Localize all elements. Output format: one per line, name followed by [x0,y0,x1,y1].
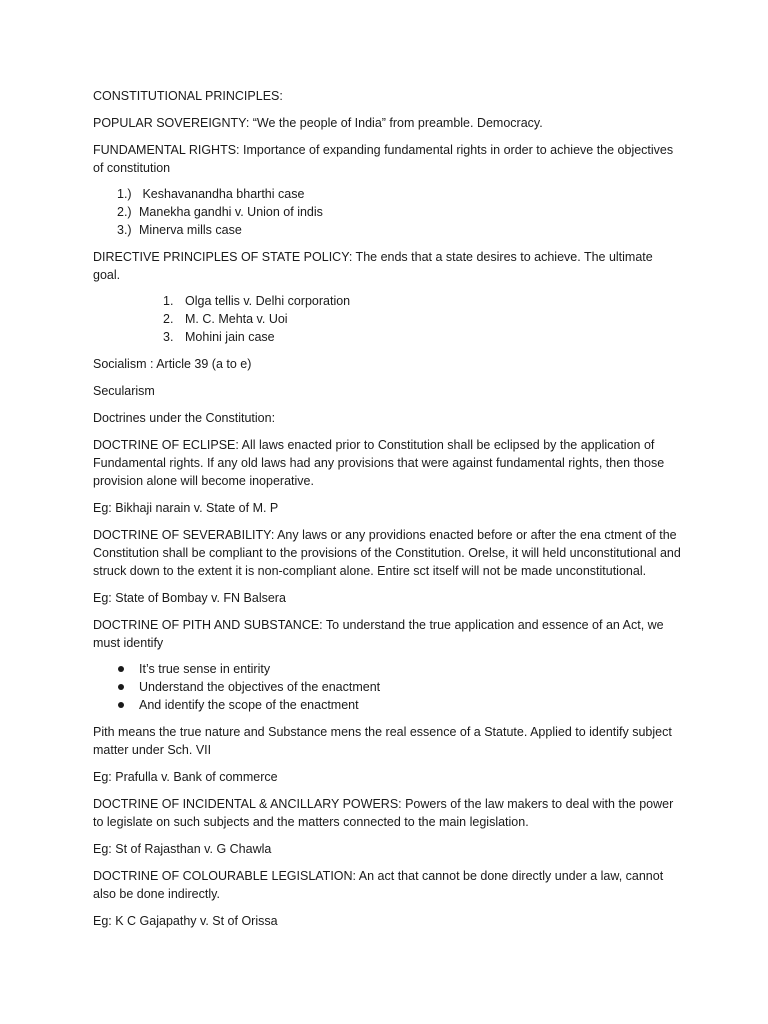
doctrine-eclipse-example: Eg: Bikhaji narain v. State of M. P [93,501,279,515]
list-number: 1.) [117,187,132,201]
doctrine-pith-paragraph: DOCTRINE OF PITH AND SUBSTANCE: To understand the true application and essence of an Act, we must identify [93,618,664,650]
doctrines-heading: Doctrines under the Constitution: [93,411,276,425]
list-item-text: And identify the scope of the enactment [139,698,359,712]
list-number: 2. [163,312,174,326]
doctrine-severability-example: Eg: State of Bombay v. FN Balsera [93,591,286,605]
pith-points-list [93,660,683,714]
document-body [93,87,683,939]
list-item [93,696,683,714]
socialism-paragraph: Socialism : Article 39 (a to e) [93,357,252,371]
list-item-text: It’s true sense in entirity [139,662,271,676]
list-item-text: Keshavanandha bharthi case [139,187,305,201]
fundamental-rights-paragraph: FUNDAMENTAL RIGHTS: Importance of expanding fundamental rights in order to achieve the objectives of constitution [93,143,674,175]
list-item-text: M. C. Mehta v. Uoi [185,312,288,326]
doctrine-incidental-example: Eg: St of Rajasthan v. G Chawla [93,842,272,856]
list-number: 3. [163,330,174,344]
secularism-paragraph: Secularism [93,384,155,398]
list-item-text: Olga tellis v. Delhi corporation [185,294,351,308]
list-item [93,328,683,346]
list-item [93,221,683,239]
bullet-icon [118,702,124,708]
list-item [93,185,683,203]
list-item [93,292,683,310]
doctrine-incidental-paragraph: DOCTRINE OF INCIDENTAL & ANCILLARY POWERS: Powers of the law makers to deal with the power to legislate on such subjects and the matters connected to the main legislation. [93,797,674,829]
fundamental-rights-cases-list [93,185,683,239]
doctrine-colourable-paragraph: DOCTRINE OF COLOURABLE LEGISLATION: An act that cannot be done directly under a law, cannot also be done indirectly. [93,869,664,901]
list-item [93,203,683,221]
list-number: 1. [163,294,174,308]
list-item [93,660,683,678]
pith-meaning-paragraph: Pith means the true nature and Substance mens the real essence of a Statute. Applied to identify subject matter under Sch. VII [93,725,672,757]
doctrine-severability-paragraph: DOCTRINE OF SEVERABILITY: Any laws or any providions enacted before or after the ena ctment of the Constitution shall be compliant to the provisions of the Constitution. Orelse, it will held unconstitutional and struck down to the extent it is non-compliant alone. Entire sct itself will not be made unconstitutional. [93,528,681,578]
list-item [93,678,683,696]
bullet-icon [118,666,124,672]
doctrine-eclipse-paragraph: DOCTRINE OF ECLIPSE: All laws enacted prior to Constitution shall be eclipsed by the application of Fundamental rights. If any old laws had any provisions that were against fundamental rights, then those provision alone will become inoperative. [93,438,665,488]
popular-sovereignty-paragraph: POPULAR SOVEREIGNTY: “We the people of India” from preamble. Democracy. [93,116,543,130]
list-item [93,310,683,328]
doctrine-colourable-example: Eg: K C Gajapathy v. St of Orissa [93,914,278,928]
list-item-text: Manekha gandhi v. Union of indis [139,205,323,219]
list-number: 2.) [117,205,132,219]
doctrine-pith-example: Eg: Prafulla v. Bank of commerce [93,770,278,784]
list-number: 3.) [117,223,132,237]
dpsp-cases-list [93,292,683,346]
dpsp-paragraph: DIRECTIVE PRINCIPLES OF STATE POLICY: The ends that a state desires to achieve. The ultimate goal. [93,250,653,282]
list-item-text: Minerva mills case [139,223,242,237]
document-title: CONSTITUTIONAL PRINCIPLES: [93,89,283,103]
bullet-icon [118,684,124,690]
list-item-text: Understand the objectives of the enactment [139,680,381,694]
list-item-text: Mohini jain case [185,330,275,344]
